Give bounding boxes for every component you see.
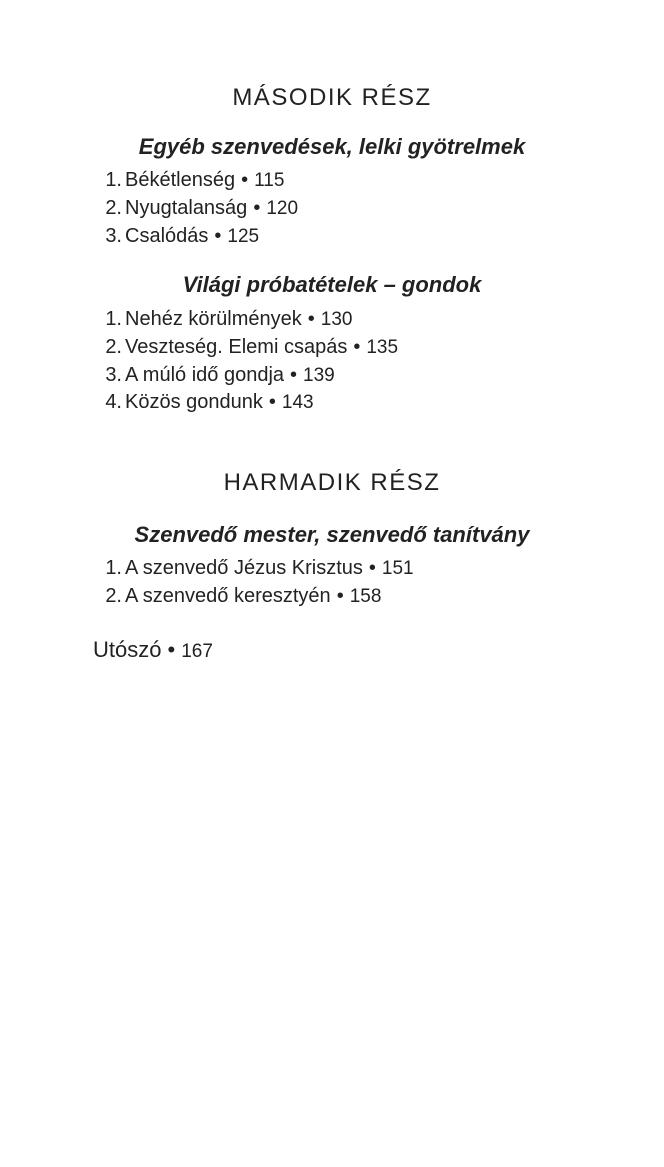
bullet-separator: • (353, 335, 361, 358)
bullet-separator: • (290, 363, 298, 386)
toc-entry[interactable] (96, 362, 398, 390)
bullet-separator: • (241, 169, 249, 191)
entry-page-number: 135 (366, 336, 399, 358)
toc-entry[interactable] (96, 223, 298, 251)
toc-entry[interactable] (96, 334, 398, 362)
entry-number: 2. (105, 584, 122, 607)
entry-page-number: 115 (254, 170, 285, 191)
toc-list-suffering-master (96, 555, 414, 611)
entry-label: Közös gondunk (125, 391, 263, 414)
entry-label: A szenvedő Jézus Krisztus (125, 557, 363, 579)
section-title-suffering-master: Szenvedő mester, szenvedő tanítvány (134, 522, 530, 547)
part-2-title: MÁSODIK RÉSZ (232, 84, 432, 111)
section-title-worldly-trials: Világi próbatételek – gondok (182, 272, 482, 297)
toc-entry[interactable] (96, 583, 414, 611)
toc-entry[interactable] (96, 306, 398, 334)
bullet-separator: • (167, 637, 176, 662)
entry-page-number: 139 (303, 364, 335, 386)
entry-number: 1. (105, 308, 122, 330)
toc-entry[interactable] (96, 167, 298, 195)
entry-number: 4. (105, 391, 122, 414)
bullet-separator: • (214, 224, 222, 247)
toc-entry[interactable] (96, 389, 398, 417)
entry-number: 1. (105, 169, 122, 191)
toc-entry[interactable] (96, 555, 414, 583)
entry-label: Békétlenség (125, 169, 236, 191)
toc-entry[interactable] (96, 195, 298, 223)
entry-number: 3. (105, 224, 122, 247)
bullet-separator: • (253, 196, 261, 219)
entry-number: 2. (105, 196, 122, 219)
entry-page-number: 130 (320, 309, 353, 330)
bullet-separator: • (368, 557, 376, 579)
entry-label: Nyugtalanság (125, 196, 248, 219)
entry-number: 3. (105, 363, 122, 386)
entry-label: Csalódás (125, 224, 209, 247)
entry-page-number: 151 (381, 558, 414, 579)
bullet-separator: • (307, 308, 315, 330)
entry-number: 2. (105, 335, 122, 358)
section-title-emotional-suffering: Egyéb szenvedések, lelki gyötrelmek (138, 134, 526, 159)
entry-page-number: 120 (266, 197, 299, 219)
toc-list-emotional-suffering (96, 167, 298, 250)
afterword-page-number: 167 (181, 641, 213, 662)
bullet-separator: • (336, 584, 344, 607)
part-3-title: HARMADIK RÉSZ (223, 469, 441, 496)
toc-list-worldly-trials (96, 306, 398, 417)
entry-label: Nehéz körülmények (125, 308, 302, 330)
entry-number: 1. (105, 557, 122, 579)
entry-label: A múló idő gondja (125, 363, 285, 386)
toc-entry-afterword[interactable] (93, 637, 213, 663)
entry-page-number: 158 (349, 585, 382, 607)
bullet-separator: • (268, 391, 276, 414)
entry-page-number: 143 (281, 392, 314, 414)
entry-page-number: 125 (227, 225, 260, 247)
entry-label: A szenvedő keresztyén (125, 584, 331, 607)
entry-label: Veszteség. Elemi csapás (125, 335, 348, 358)
afterword-label: Utószó (93, 637, 162, 662)
